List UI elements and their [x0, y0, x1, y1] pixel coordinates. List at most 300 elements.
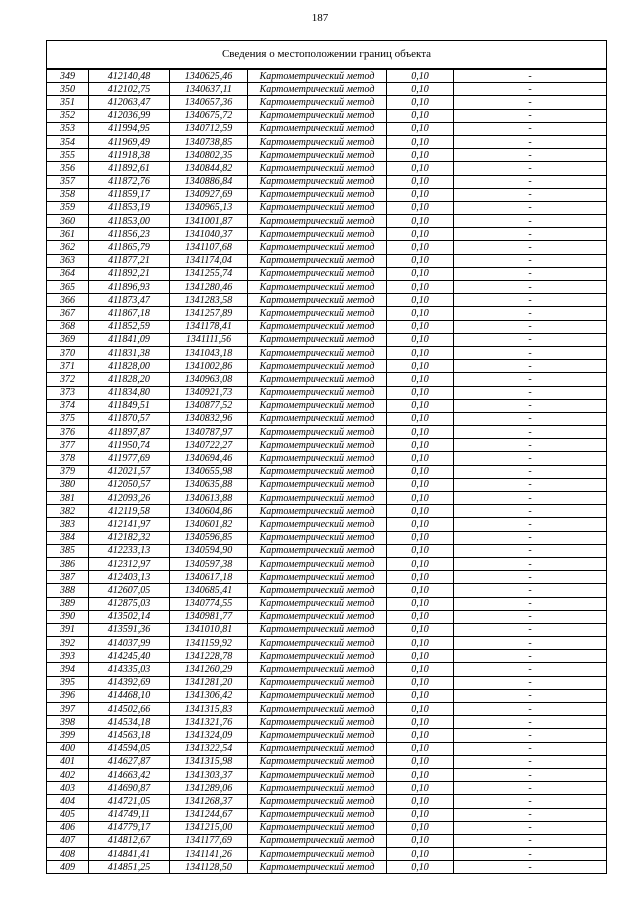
cell-method: Картометрический метод [248, 650, 387, 663]
cell-method: Картометрический метод [248, 412, 387, 425]
cell-method: Картометрический метод [248, 320, 387, 333]
cell-coord-x: 414841,41 [89, 848, 170, 861]
cell-description: - [454, 96, 607, 109]
cell-method: Картометрический метод [248, 637, 387, 650]
cell-precision: 0,10 [387, 294, 454, 307]
cell-method: Картометрический метод [248, 768, 387, 781]
cell-coord-y: 1340617,18 [170, 571, 248, 584]
cell-coord-y: 1341178,41 [170, 320, 248, 333]
cell-point-number: 374 [47, 399, 89, 412]
cell-coord-y: 1341324,09 [170, 729, 248, 742]
cell-precision: 0,10 [387, 346, 454, 359]
cell-precision: 0,10 [387, 228, 454, 241]
cell-method: Картометрический метод [248, 360, 387, 373]
cell-description: - [454, 676, 607, 689]
cell-method: Картометрический метод [248, 149, 387, 162]
cell-coord-y: 1341040,37 [170, 228, 248, 241]
cell-precision: 0,10 [387, 597, 454, 610]
table-row [47, 689, 607, 702]
cell-point-number: 386 [47, 557, 89, 570]
cell-point-number: 358 [47, 188, 89, 201]
cell-point-number: 370 [47, 346, 89, 359]
table-row [47, 861, 607, 874]
cell-description: - [454, 782, 607, 795]
cell-description: - [454, 215, 607, 228]
cell-method: Картометрический метод [248, 571, 387, 584]
cell-coord-y: 1341010,81 [170, 623, 248, 636]
table-body [47, 69, 607, 874]
cell-coord-x: 412119,58 [89, 505, 170, 518]
table-row [47, 584, 607, 597]
cell-coord-x: 412140,48 [89, 69, 170, 83]
cell-precision: 0,10 [387, 808, 454, 821]
cell-coord-x: 411873,47 [89, 294, 170, 307]
cell-description: - [454, 267, 607, 280]
cell-coord-x: 411859,17 [89, 188, 170, 201]
cell-description: - [454, 69, 607, 83]
cell-method: Картометрический метод [248, 795, 387, 808]
table-row [47, 254, 607, 267]
cell-precision: 0,10 [387, 439, 454, 452]
cell-description: - [454, 505, 607, 518]
cell-point-number: 384 [47, 531, 89, 544]
cell-coord-y: 1340787,97 [170, 426, 248, 439]
cell-description: - [454, 848, 607, 861]
cell-coord-x: 411897,87 [89, 426, 170, 439]
table-row [47, 610, 607, 623]
cell-method: Картометрический метод [248, 557, 387, 570]
cell-precision: 0,10 [387, 426, 454, 439]
cell-method: Картометрический метод [248, 465, 387, 478]
cell-description: - [454, 386, 607, 399]
cell-coord-y: 1340963,08 [170, 373, 248, 386]
cell-coord-y: 1341215,00 [170, 821, 248, 834]
cell-method: Картометрический метод [248, 346, 387, 359]
cell-point-number: 394 [47, 663, 89, 676]
cell-coord-x: 414392,69 [89, 676, 170, 689]
page-number: 187 [311, 12, 329, 24]
cell-description: - [454, 755, 607, 768]
cell-description: - [454, 808, 607, 821]
table-row [47, 346, 607, 359]
cell-description: - [454, 320, 607, 333]
cell-precision: 0,10 [387, 307, 454, 320]
cell-method: Картометрический метод [248, 531, 387, 544]
cell-method: Картометрический метод [248, 544, 387, 557]
table-row [47, 69, 607, 83]
cell-method: Картометрический метод [248, 439, 387, 452]
cell-description: - [454, 768, 607, 781]
cell-coord-y: 1340675,72 [170, 109, 248, 122]
cell-precision: 0,10 [387, 610, 454, 623]
cell-coord-x: 414534,18 [89, 716, 170, 729]
cell-precision: 0,10 [387, 623, 454, 636]
cell-precision: 0,10 [387, 834, 454, 847]
cell-coord-y: 1340685,41 [170, 584, 248, 597]
cell-point-number: 396 [47, 689, 89, 702]
cell-coord-y: 1341159,92 [170, 637, 248, 650]
cell-coord-x: 411918,38 [89, 149, 170, 162]
cell-coord-y: 1341001,87 [170, 215, 248, 228]
cell-coord-x: 411892,61 [89, 162, 170, 175]
cell-coord-y: 1341280,46 [170, 281, 248, 294]
cell-coord-x: 412233,13 [89, 544, 170, 557]
table-row [47, 281, 607, 294]
cell-description: - [454, 83, 607, 96]
cell-coord-x: 411892,21 [89, 267, 170, 280]
cell-coord-x: 411834,80 [89, 386, 170, 399]
cell-method: Картометрический метод [248, 623, 387, 636]
cell-precision: 0,10 [387, 83, 454, 96]
cell-description: - [454, 834, 607, 847]
cell-method: Картометрический метод [248, 834, 387, 847]
cell-description: - [454, 122, 607, 135]
cell-coord-y: 1341315,83 [170, 703, 248, 716]
cell-precision: 0,10 [387, 584, 454, 597]
cell-coord-y: 1341111,56 [170, 333, 248, 346]
table-row [47, 399, 607, 412]
cell-precision: 0,10 [387, 755, 454, 768]
cell-description: - [454, 307, 607, 320]
cell-description: - [454, 650, 607, 663]
cell-description: - [454, 188, 607, 201]
cell-description: - [454, 399, 607, 412]
table-row [47, 360, 607, 373]
cell-method: Картометрический метод [248, 122, 387, 135]
cell-coord-y: 1340927,69 [170, 188, 248, 201]
table-row [47, 742, 607, 755]
cell-coord-x: 412093,26 [89, 492, 170, 505]
cell-method: Картометрический метод [248, 755, 387, 768]
cell-point-number: 376 [47, 426, 89, 439]
cell-point-number: 387 [47, 571, 89, 584]
cell-point-number: 360 [47, 215, 89, 228]
cell-method: Картометрический метод [248, 96, 387, 109]
cell-point-number: 381 [47, 492, 89, 505]
cell-point-number: 404 [47, 795, 89, 808]
cell-method: Картометрический метод [248, 492, 387, 505]
table-row [47, 808, 607, 821]
cell-precision: 0,10 [387, 848, 454, 861]
cell-coord-x: 414721,05 [89, 795, 170, 808]
cell-description: - [454, 584, 607, 597]
cell-coord-x: 414335,03 [89, 663, 170, 676]
cell-point-number: 372 [47, 373, 89, 386]
cell-coord-y: 1340604,86 [170, 505, 248, 518]
cell-coord-y: 1340637,11 [170, 83, 248, 96]
cell-description: - [454, 228, 607, 241]
cell-coord-y: 1341043,18 [170, 346, 248, 359]
cell-description: - [454, 742, 607, 755]
cell-point-number: 407 [47, 834, 89, 847]
cell-point-number: 378 [47, 452, 89, 465]
cell-point-number: 359 [47, 201, 89, 214]
cell-description: - [454, 795, 607, 808]
cell-method: Картометрический метод [248, 703, 387, 716]
table-row [47, 307, 607, 320]
cell-method: Картометрический метод [248, 808, 387, 821]
cell-method: Картометрический метод [248, 69, 387, 83]
cell-point-number: 408 [47, 848, 89, 861]
cell-coord-x: 412312,97 [89, 557, 170, 570]
cell-coord-y: 1341306,42 [170, 689, 248, 702]
cell-description: - [454, 861, 607, 874]
cell-coord-y: 1341255,74 [170, 267, 248, 280]
table-row [47, 412, 607, 425]
cell-coord-y: 1341283,58 [170, 294, 248, 307]
cell-description: - [454, 716, 607, 729]
cell-coord-x: 414563,18 [89, 729, 170, 742]
cell-point-number: 353 [47, 122, 89, 135]
cell-precision: 0,10 [387, 492, 454, 505]
cell-coord-x: 414468,10 [89, 689, 170, 702]
cell-precision: 0,10 [387, 267, 454, 280]
cell-coord-y: 1340738,85 [170, 135, 248, 148]
cell-method: Картометрический метод [248, 848, 387, 861]
cell-method: Картометрический метод [248, 505, 387, 518]
table-title: Сведения о местоположении границ объекта [47, 41, 607, 70]
cell-coord-y: 1340886,84 [170, 175, 248, 188]
cell-description: - [454, 241, 607, 254]
cell-coord-y: 1341141,26 [170, 848, 248, 861]
cell-coord-y: 1340596,85 [170, 531, 248, 544]
cell-coord-y: 1340774,55 [170, 597, 248, 610]
table-row [47, 109, 607, 122]
cell-description: - [454, 162, 607, 175]
cell-point-number: 364 [47, 267, 89, 280]
cell-precision: 0,10 [387, 544, 454, 557]
cell-precision: 0,10 [387, 571, 454, 584]
table-row [47, 768, 607, 781]
table-row [47, 373, 607, 386]
cell-precision: 0,10 [387, 399, 454, 412]
cell-method: Картометрический метод [248, 294, 387, 307]
cell-coord-x: 411870,57 [89, 412, 170, 425]
cell-coord-y: 1341128,50 [170, 861, 248, 874]
cell-point-number: 385 [47, 544, 89, 557]
cell-coord-y: 1341321,76 [170, 716, 248, 729]
cell-point-number: 380 [47, 478, 89, 491]
cell-coord-y: 1340921,73 [170, 386, 248, 399]
cell-description: - [454, 637, 607, 650]
cell-coord-x: 414749,11 [89, 808, 170, 821]
cell-method: Картометрический метод [248, 399, 387, 412]
cell-method: Картометрический метод [248, 478, 387, 491]
cell-point-number: 409 [47, 861, 89, 874]
cell-description: - [454, 703, 607, 716]
cell-description: - [454, 465, 607, 478]
cell-coord-y: 1340965,13 [170, 201, 248, 214]
cell-coord-x: 411841,09 [89, 333, 170, 346]
cell-description: - [454, 571, 607, 584]
cell-precision: 0,10 [387, 689, 454, 702]
cell-description: - [454, 439, 607, 452]
table-row [47, 333, 607, 346]
cell-precision: 0,10 [387, 452, 454, 465]
cell-point-number: 397 [47, 703, 89, 716]
cell-point-number: 356 [47, 162, 89, 175]
cell-method: Картометрический метод [248, 175, 387, 188]
table-row [47, 426, 607, 439]
cell-coord-x: 414502,66 [89, 703, 170, 716]
cell-precision: 0,10 [387, 109, 454, 122]
cell-point-number: 402 [47, 768, 89, 781]
cell-description: - [454, 623, 607, 636]
cell-coord-x: 414594,05 [89, 742, 170, 755]
table-row [47, 135, 607, 148]
cell-description: - [454, 360, 607, 373]
cell-method: Картометрический метод [248, 676, 387, 689]
table-row [47, 848, 607, 861]
table-row [47, 228, 607, 241]
cell-coord-x: 414627,87 [89, 755, 170, 768]
cell-point-number: 393 [47, 650, 89, 663]
table-row [47, 188, 607, 201]
cell-method: Картометрический метод [248, 689, 387, 702]
cell-precision: 0,10 [387, 149, 454, 162]
cell-method: Картометрический метод [248, 83, 387, 96]
cell-coord-x: 414779,17 [89, 821, 170, 834]
cell-coord-x: 411853,19 [89, 201, 170, 214]
table-row [47, 96, 607, 109]
cell-coord-x: 414663,42 [89, 768, 170, 781]
cell-coord-y: 1340877,52 [170, 399, 248, 412]
cell-point-number: 400 [47, 742, 89, 755]
cell-method: Картометрический метод [248, 782, 387, 795]
cell-description: - [454, 610, 607, 623]
cell-point-number: 403 [47, 782, 89, 795]
table-row [47, 834, 607, 847]
cell-description: - [454, 175, 607, 188]
cell-coord-y: 1341289,06 [170, 782, 248, 795]
cell-coord-x: 412050,57 [89, 478, 170, 491]
cell-method: Картометрический метод [248, 215, 387, 228]
table-row [47, 729, 607, 742]
cell-coord-x: 414851,25 [89, 861, 170, 874]
cell-coord-x: 411867,18 [89, 307, 170, 320]
cell-method: Картометрический метод [248, 201, 387, 214]
cell-precision: 0,10 [387, 505, 454, 518]
cell-precision: 0,10 [387, 768, 454, 781]
cell-coord-x: 414245,40 [89, 650, 170, 663]
cell-method: Картометрический метод [248, 386, 387, 399]
cell-point-number: 388 [47, 584, 89, 597]
cell-method: Картометрический метод [248, 716, 387, 729]
cell-coord-y: 1340712,59 [170, 122, 248, 135]
cell-description: - [454, 346, 607, 359]
cell-point-number: 382 [47, 505, 89, 518]
cell-coord-y: 1341260,29 [170, 663, 248, 676]
cell-coord-y: 1340844,82 [170, 162, 248, 175]
table-row [47, 465, 607, 478]
cell-precision: 0,10 [387, 716, 454, 729]
cell-coord-y: 1341257,89 [170, 307, 248, 320]
cell-coord-x: 411950,74 [89, 439, 170, 452]
table-row [47, 795, 607, 808]
cell-precision: 0,10 [387, 518, 454, 531]
cell-method: Картометрический метод [248, 426, 387, 439]
cell-coord-y: 1341107,68 [170, 241, 248, 254]
cell-description: - [454, 201, 607, 214]
table-row [47, 320, 607, 333]
cell-coord-y: 1341228,78 [170, 650, 248, 663]
cell-precision: 0,10 [387, 122, 454, 135]
cell-method: Картометрический метод [248, 452, 387, 465]
table-row [47, 755, 607, 768]
cell-point-number: 365 [47, 281, 89, 294]
cell-precision: 0,10 [387, 557, 454, 570]
cell-description: - [454, 412, 607, 425]
table-row [47, 83, 607, 96]
cell-precision: 0,10 [387, 162, 454, 175]
cell-precision: 0,10 [387, 663, 454, 676]
cell-coord-y: 1341177,69 [170, 834, 248, 847]
cell-point-number: 363 [47, 254, 89, 267]
cell-description: - [454, 821, 607, 834]
cell-description: - [454, 531, 607, 544]
cell-method: Картометрический метод [248, 610, 387, 623]
cell-method: Картометрический метод [248, 597, 387, 610]
cell-description: - [454, 557, 607, 570]
cell-precision: 0,10 [387, 637, 454, 650]
table-row [47, 439, 607, 452]
cell-coord-y: 1340655,98 [170, 465, 248, 478]
cell-point-number: 390 [47, 610, 89, 623]
cell-coord-x: 412875,03 [89, 597, 170, 610]
cell-description: - [454, 294, 607, 307]
cell-description: - [454, 518, 607, 531]
cell-method: Картометрический метод [248, 333, 387, 346]
cell-coord-x: 412607,05 [89, 584, 170, 597]
table-row [47, 162, 607, 175]
cell-precision: 0,10 [387, 320, 454, 333]
cell-precision: 0,10 [387, 175, 454, 188]
cell-point-number: 398 [47, 716, 89, 729]
cell-coord-y: 1340625,46 [170, 69, 248, 83]
table-row [47, 716, 607, 729]
cell-coord-x: 411872,76 [89, 175, 170, 188]
cell-point-number: 354 [47, 135, 89, 148]
cell-precision: 0,10 [387, 360, 454, 373]
table-row [47, 663, 607, 676]
cell-precision: 0,10 [387, 333, 454, 346]
cell-point-number: 349 [47, 69, 89, 83]
cell-description: - [454, 663, 607, 676]
cell-point-number: 366 [47, 294, 89, 307]
cell-point-number: 391 [47, 623, 89, 636]
cell-description: - [454, 254, 607, 267]
cell-coord-y: 1340594,90 [170, 544, 248, 557]
table-row [47, 821, 607, 834]
cell-precision: 0,10 [387, 412, 454, 425]
cell-coord-x: 411828,00 [89, 360, 170, 373]
table-row [47, 492, 607, 505]
cell-precision: 0,10 [387, 676, 454, 689]
cell-point-number: 377 [47, 439, 89, 452]
cell-precision: 0,10 [387, 703, 454, 716]
cell-coord-y: 1341322,54 [170, 742, 248, 755]
cell-description: - [454, 281, 607, 294]
cell-method: Картометрический метод [248, 518, 387, 531]
cell-precision: 0,10 [387, 135, 454, 148]
cell-precision: 0,10 [387, 386, 454, 399]
cell-point-number: 399 [47, 729, 89, 742]
cell-precision: 0,10 [387, 215, 454, 228]
table-row [47, 782, 607, 795]
cell-coord-x: 411849,51 [89, 399, 170, 412]
cell-description: - [454, 426, 607, 439]
table-row [47, 557, 607, 570]
